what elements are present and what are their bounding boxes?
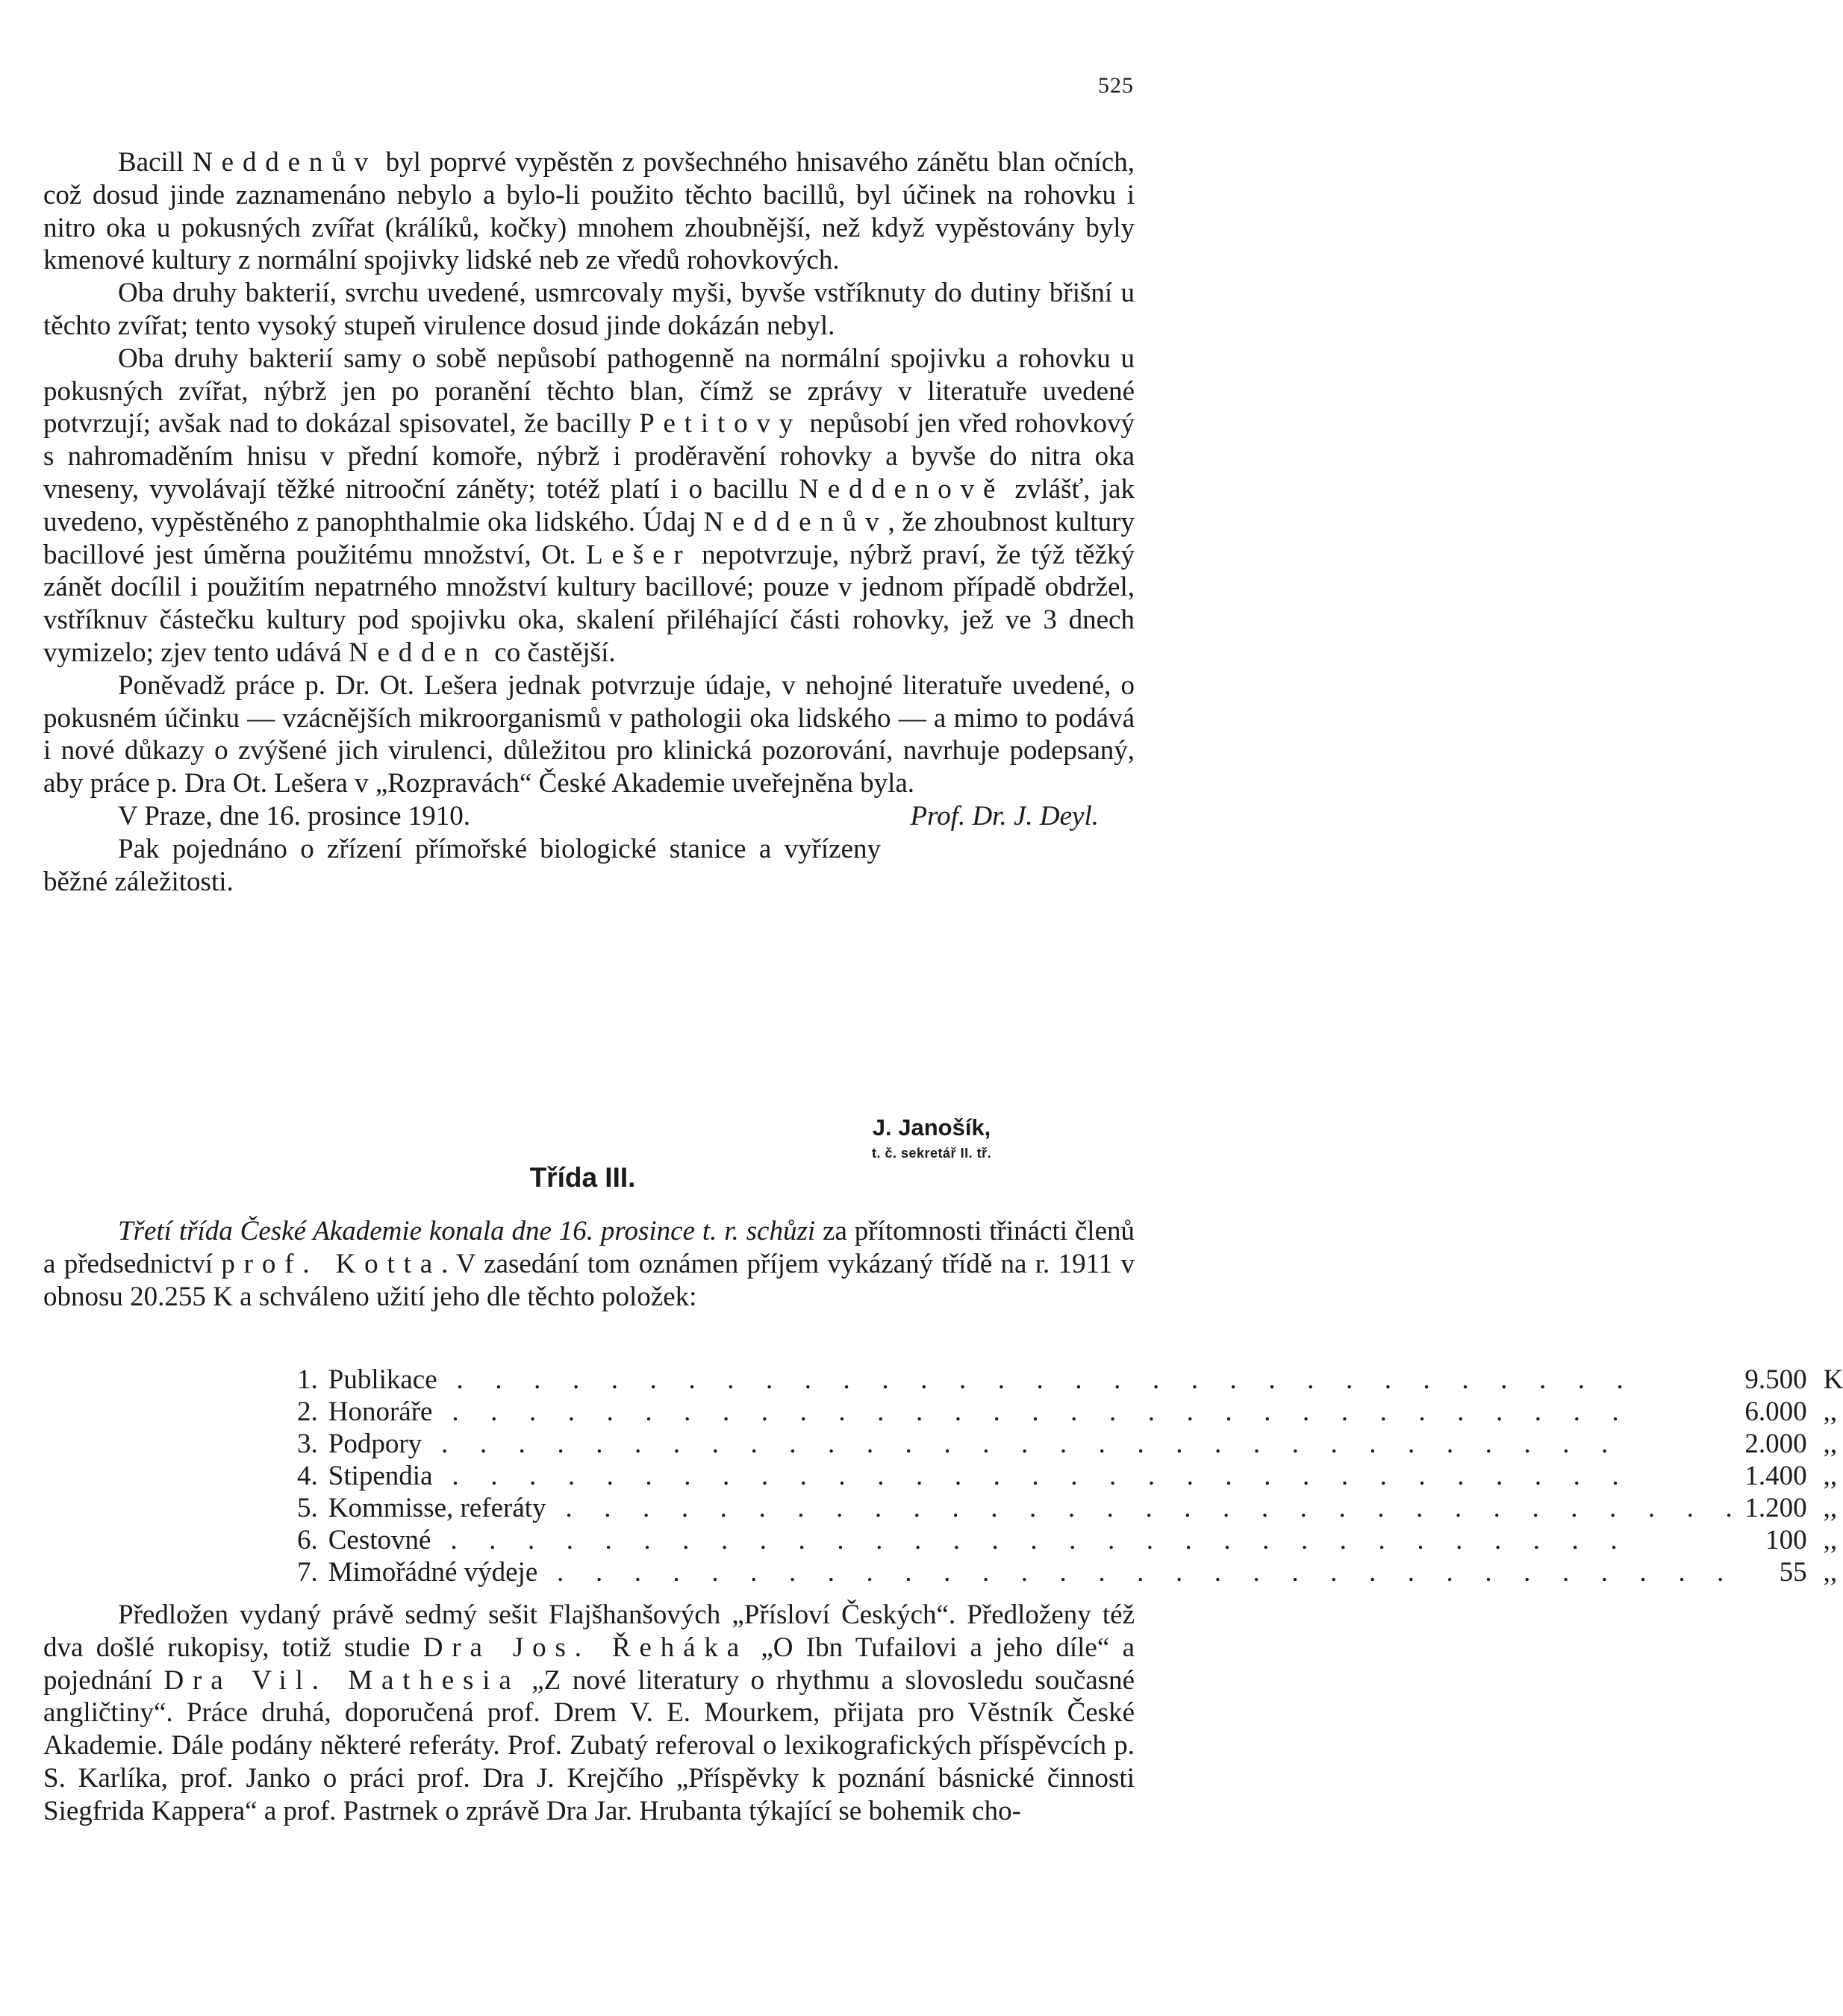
spaced-name: Lešer: [586, 539, 692, 570]
paragraph-2: Oba druhy bakterií, svrchu uvedené, usmrcovaly myši, byvše vstříknuty do dutiny břišní u těchto zvířat; tento vysoký stupeň virulence dosud jinde dokázán nebyl.: [43, 278, 1135, 341]
budget-item-number: 5.: [297, 1493, 318, 1523]
budget-item-amount: 1.200: [1744, 1492, 1823, 1524]
budget-item-amount: 6.000: [1744, 1396, 1823, 1428]
budget-item-number: 2.: [297, 1396, 318, 1427]
janosik-signature: [872, 1115, 991, 1166]
signature-line: [43, 800, 1135, 833]
spaced-name: Nedden: [348, 637, 488, 668]
intro-italic: Třetí třída České Akademie konala dne 16. prosince t. r. schůzi: [118, 1216, 816, 1246]
budget-item-currency: ,,: [1823, 1557, 1838, 1588]
budget-item-amount: 9.500: [1744, 1364, 1823, 1396]
spaced-name: Dra Jos. Řeháka: [422, 1632, 748, 1663]
spaced-name: Neddenově: [799, 473, 1005, 505]
signer: Prof. Dr. J. Deyl.: [910, 800, 1099, 831]
trida-intro: [43, 1215, 1135, 1313]
budget-item-label: Cestovné . . .: [328, 1524, 1745, 1556]
budget-item-number: 4.: [297, 1461, 318, 1491]
budget-item-currency: ,,: [1823, 1525, 1838, 1555]
paragraph-final: Předložen vydaný právě sedmý sešit Flajšhanšových „Přísloví Českých“. Předloženy též dva došlé rukopisy, totiž studie Dra Jos. Řeháka „O Ibn Tufailovi a jeho díle“ a pojednání Dra Vil. Mathesia „Z nové literatury o rhythmu a slovosledu současné angličtiny“. Práce druhá, doporučená prof. Drem V. E. Mourkem, přijata pro Věstník České Akademie. Dále podány některé referáty. Prof. Zubatý referoval o lexikografických příspěvcích p. S. Karlíka, prof. Janko o práci prof. Dra J. Krejčího „Příspěvky k poznání básnické činnosti Siegfrida Kappera“ a prof. Pastrnek o zprávě Dra Jar. Hrubanta týkající se bohemik cho-: [43, 1600, 1135, 1826]
spaced-name: Petitovy: [639, 408, 802, 440]
janosik-title: t. č. sekretář II. tř.: [872, 1146, 992, 1161]
budget-item-amount: 100: [1744, 1524, 1823, 1556]
paragraph-1: Bacill Neddenův byl poprvé vypěstěn z povšechného hnisavého zánětu blan očních, což dosud jinde zaznamenáno nebylo a bylo-li použito těchto bacillů, byl účinek na rohovku i nitro oka u pokusných zvířat (králíků, kočky) mnohem zhoubnější, než když vypěstovány byly kmenové kultury z normální spojivky lidské neb ze vředů rohovkových.: [43, 147, 1135, 276]
budget-row: [297, 1492, 1843, 1524]
paragraph-5: Pak pojednáno o zřízení přímořské biologické stanice a vyřízeny běžné záležitosti.: [43, 833, 881, 897]
budget-item-currency: ,,: [1823, 1493, 1838, 1523]
budget-item-label: Podpory . . .: [328, 1428, 1745, 1460]
paragraph-4: Poněvadž práce p. Dr. Ot. Lešera jednak potvrzuje údaje, v nehojné literatuře uvedené, o pokusném účinku — vzácnějších mikroorganismů v pathologii oka lidského — a mimo to podává i nové důkazy o zvýšené jich virulenci, důležitou pro klinická pozorování, navrhuje podepsaný, aby práce p. Dra Ot. Lešera v „Rozpravách“ České Akademie uveřejněna byla.: [43, 670, 1135, 799]
page-number: 525: [1098, 73, 1134, 98]
budget-item-label: Honoráře . . .: [328, 1396, 1745, 1428]
budget-item-label: Stipendia . . .: [328, 1460, 1745, 1492]
budget-item-number: 7.: [297, 1557, 318, 1588]
budget-item-amount: 1.400: [1744, 1460, 1823, 1492]
budget-item-currency: ,,: [1823, 1396, 1838, 1427]
budget-row: [297, 1396, 1843, 1428]
budget-item-number: 3.: [297, 1429, 318, 1459]
trida-final: [43, 1599, 1135, 1828]
spaced-name: Neddenův: [193, 147, 377, 178]
place-date: V Praze, dne 16. prosince 1910.: [118, 800, 470, 831]
budget-row: [297, 1460, 1843, 1492]
paragraph-3: Oba druhy bakterií samy o sobě nepůsobí pathogenně na normální spojivku a rohovku u pokusných zvířat, nýbrž jen po poranění těchto blan, čímž se zprávy v literatuře uvedené potvrzují; avšak nad to dokázal spisovatel, že bacilly Petitovy nepůsobí jen vřed rohovkový s nahromaděním hnisu v přední komoře, nýbrž i proděravění rohovky a byvše do nitra oka vneseny, vyvolávají těžké nitrooční záněty; totéž platí i o bacillu Neddenově zvlášť, jak uvedeno, vypěstěného z panophthalmie oka lidského. Údaj Neddenův, že zhoubnost kultury bacillové jest úměrna použitému množství, Ot. Lešer nepotvrzuje, nýbrž praví, že týž těžký zánět docílil i použitím nepatrného množství kultury bacillové; pouze v jednom případě obdržel, vstříknuv částečku kultury pod spojivku oka, skalení přiléhající části rohovky, jež ve 3 dnech vymizelo; zjev tento udává Nedden co častější.: [43, 343, 1135, 668]
budget-item-currency: K: [1823, 1364, 1843, 1395]
budget-list: [297, 1364, 1843, 1588]
spaced-name: Dra Vil. Mathesia: [163, 1664, 520, 1696]
budget-item-number: 1.: [297, 1364, 318, 1395]
janosik-name: J. Janošík,: [872, 1114, 991, 1140]
top-section: [43, 146, 1135, 898]
budget-item-label: Publikace . . .: [328, 1364, 1745, 1396]
spaced-name: prof. Kotta: [221, 1248, 441, 1279]
budget-row: [297, 1556, 1843, 1588]
budget-row: [297, 1428, 1843, 1460]
budget-item-currency: ,,: [1823, 1429, 1838, 1459]
budget-row: [297, 1364, 1843, 1396]
budget-item-amount: 55: [1744, 1556, 1823, 1588]
budget-table: [297, 1364, 1843, 1588]
budget-item-label: Kommisse, referáty . . .: [328, 1492, 1745, 1524]
spaced-name: Neddenův: [703, 506, 888, 537]
budget-item-currency: ,,: [1823, 1461, 1838, 1491]
budget-row: [297, 1524, 1843, 1556]
section-heading: Třída III.: [529, 1162, 636, 1193]
budget-item-amount: 2.000: [1744, 1428, 1823, 1460]
paragraph-intro: Třetí třída České Akademie konala dne 16. prosince t. r. schůzi za přítomnosti třinácti členů a předsednictví prof. Kotta. V zasedání tom oznámen příjem vykázaný třídě na r. 1911 v obnosu 20.255 K a schváleno užití jeho dle těchto položek:: [43, 1216, 1135, 1312]
budget-item-label: Mimořádné výdeje . . .: [328, 1556, 1745, 1588]
budget-item-number: 6.: [297, 1525, 318, 1555]
